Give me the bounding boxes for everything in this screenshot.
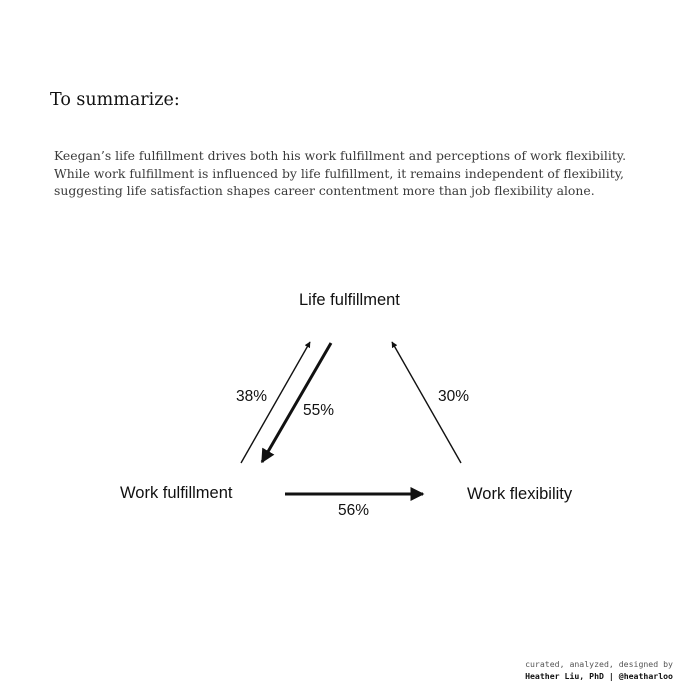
node-work-fulfillment: Work fulfillment: [120, 484, 233, 502]
label-life-to-work: 55%: [303, 402, 335, 419]
label-work-to-life: 38%: [236, 388, 268, 405]
credit-handle: @heatharloo: [618, 671, 673, 681]
credit-author: Heather Liu, PhD: [525, 671, 604, 681]
label-flex-to-life: 30%: [438, 388, 470, 405]
node-work-flexibility: Work flexibility: [467, 485, 573, 503]
label-work-to-flex: 56%: [338, 502, 370, 519]
summary-text: Keegan’s life fulfillment drives both his work fulfillment and perceptions of work flexibility. While work fulfillment is influenced by life fulfillment, it remains independent of flexibility, suggesting life satisfaction shapes career contentment more than job flexibility alone.: [54, 148, 627, 198]
page-title: To summarize:: [50, 90, 180, 110]
credit-block: [525, 658, 673, 682]
node-life-fulfillment: Life fulfillment: [299, 291, 400, 309]
credit-separator: |: [608, 671, 614, 681]
credit-line: curated, analyzed, designed by: [525, 659, 673, 669]
